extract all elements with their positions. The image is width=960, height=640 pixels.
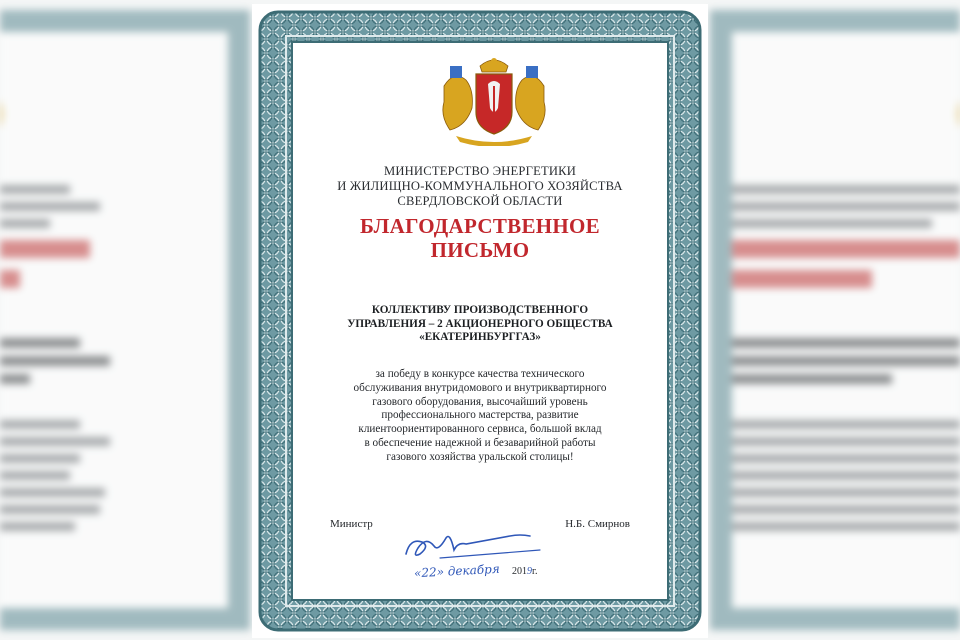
blurred-emblem-icon xyxy=(955,72,960,152)
coat-of-arms-icon xyxy=(436,56,552,146)
gratitude-letter xyxy=(252,4,708,638)
minister-name: Н.Б. Смирнов xyxy=(565,518,630,530)
recipient-line: УПРАВЛЕНИЯ – 2 АКЦИОНЕРНОГО ОБЩЕСТВА xyxy=(347,317,613,330)
citation-line: в обеспечение надежной и безаварийной работы xyxy=(364,436,596,449)
ministry-line: СВЕРДЛОВСКОЙ ОБЛАСТИ xyxy=(397,194,563,208)
blurred-certificate-copy xyxy=(710,10,960,630)
date-year-prefix: 201 xyxy=(512,566,527,577)
document-title xyxy=(300,214,660,262)
date-year-suffix: г. xyxy=(532,566,538,577)
citation-text xyxy=(300,368,660,465)
citation-line: газового хозяйства уральской столицы! xyxy=(386,450,574,463)
ministry-heading xyxy=(300,164,660,209)
blurred-emblem-icon xyxy=(0,72,5,152)
ministry-line: И ЖИЛИЩНО-КОММУНАЛЬНОГО ХОЗЯЙСТВА xyxy=(337,179,623,193)
citation-line: газового оборудования, высочайший уровень xyxy=(372,395,588,408)
citation-line: клиентоориентированного сервиса, большой вклад xyxy=(358,423,602,436)
ministry-line: МИНИСТЕРСТВО ЭНЕРГЕТИКИ xyxy=(383,164,577,178)
signing-date xyxy=(392,562,592,586)
blurred-background-right xyxy=(710,0,960,640)
recipient-block xyxy=(300,304,660,345)
handwritten-signature xyxy=(400,524,550,564)
recipient-line: КОЛЛЕКТИВУ ПРОИЗВОДСТВЕННОГО xyxy=(371,304,589,316)
blurred-certificate-copy xyxy=(0,10,250,630)
title-line: ПИСЬМО xyxy=(430,238,530,262)
citation-line: обслуживания внутридомового и внутриквартирного xyxy=(353,381,607,394)
citation-line: за победу в конкурсе качества технического xyxy=(375,368,585,380)
blurred-background-left xyxy=(0,0,250,640)
date-year xyxy=(512,566,537,577)
date-handwritten: «22» декабря xyxy=(413,561,501,581)
citation-line: профессионального мастерства, развитие xyxy=(381,409,579,422)
date-year-digit: 9 xyxy=(527,566,532,577)
letter-body xyxy=(300,50,660,594)
title-line: БЛАГОДАРСТВЕННОЕ xyxy=(360,214,600,238)
minister-label: Министр xyxy=(330,518,373,530)
recipient-line: «ЕКАТЕРИНБУРГГАЗ» xyxy=(419,331,541,343)
